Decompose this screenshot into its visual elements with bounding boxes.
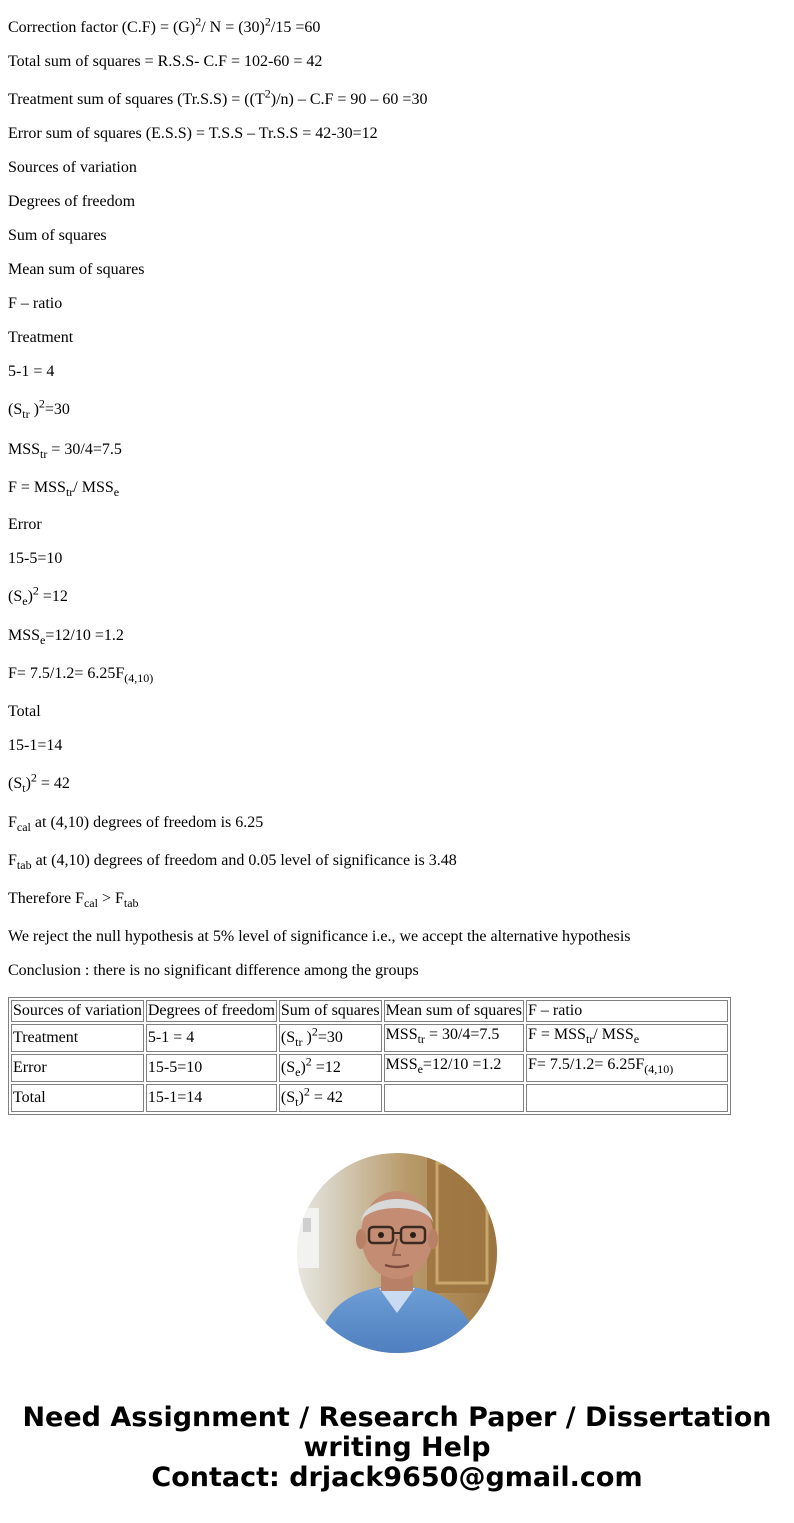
flat-error-df: 15-5=10 — [8, 550, 63, 567]
flat-total-ss: $(S_t)^2 = 42$ — [8, 770, 70, 796]
author-avatar — [297, 1153, 497, 1353]
flat-f-ratio: F – ratio — [8, 295, 63, 312]
cell-total-ss: $(S_t)^2 = 42$ — [279, 1084, 382, 1112]
cell-total-label: Total — [11, 1084, 144, 1112]
cell-error-f: $F= 7.5/1.2= 6.25F_{(4,10)}$ — [526, 1054, 728, 1082]
cell-treatment-f: $F = MSS_{tr}/$ $MSS_e$ — [526, 1024, 728, 1052]
flat-sources-of-variation: Sources of variation — [8, 159, 137, 176]
reject-hypothesis-line: We reject the null hypothesis at 5% level of significance i.e., we accept the alternative hypothesis — [8, 928, 631, 945]
flat-error-f: $F= 7.5/1.2= 6.25F_{(4,10)}$ — [8, 665, 154, 686]
flat-total-df: 15-1=14 — [8, 737, 63, 754]
cell-error-label: Error — [11, 1054, 144, 1082]
promo-contact-line: Contact: drjack9650@gmail.com — [151, 1462, 643, 1493]
table-row — [11, 1054, 728, 1082]
flat-error-mss: $MSS_e=12/10 =1.2$ — [8, 627, 124, 648]
f-calculated-line: $F_{cal}$ at (4,10) degrees of freedom is 6.25 — [8, 814, 264, 835]
flat-mean-sum-of-squares: Mean sum of squares — [8, 261, 145, 278]
flat-degrees-of-freedom: Degrees of freedom — [8, 193, 136, 210]
comparison-line: Therefore $F_{cal} > F_{tab}$ — [8, 890, 139, 911]
cell-treatment-ss: ($S_{tr}$ )$^2$=30 — [279, 1024, 382, 1052]
cell-total-mss — [384, 1084, 524, 1112]
header-f-ratio: F – ratio — [526, 1000, 728, 1022]
flat-treatment-ss: ($S_{tr}$ )$^2$=30 — [8, 396, 70, 422]
total-sum-of-squares-line: Total sum of squares = R.S.S- C.F = 102-60 = 42 — [8, 53, 323, 70]
promo-banner — [0, 1403, 794, 1493]
flat-error-label: Error — [8, 516, 42, 533]
cell-total-df: 15-1=14 — [146, 1084, 277, 1112]
header-sources-of-variation: Sources of variation — [11, 1000, 144, 1022]
cell-treatment-mss: $MSS_{tr} = 30/4=7.5$ — [384, 1024, 524, 1052]
header-mean-sum-of-squares: Mean sum of squares — [384, 1000, 524, 1022]
promo-line-2: writing Help — [303, 1432, 491, 1463]
flat-treatment-df: 5-1 = 4 — [8, 363, 55, 380]
flat-total-label: Total — [8, 703, 41, 720]
flat-treatment-mss: $MSS_{tr} = 30/4=7.5$ — [8, 441, 122, 462]
conclusion-line: Conclusion : there is no significant difference among the groups — [8, 962, 419, 979]
treatment-sum-of-squares-line: Treatment sum of squares $(Tr.S.S) = ((T^2)/n) - C.F = 90 - 60 =30$ — [8, 86, 428, 108]
cell-error-df: 15-5=10 — [146, 1054, 277, 1082]
flat-treatment-f: $F = MSS_{tr}/$ $MSS_e$ — [8, 479, 120, 500]
header-degrees-of-freedom: Degrees of freedom — [146, 1000, 277, 1022]
cell-error-mss: $MSS_e=12/10 =1.2$ — [384, 1054, 524, 1082]
cell-total-f — [526, 1084, 728, 1112]
error-sum-of-squares-line: Error sum of squares (E.S.S) = T.S.S – Tr.S.S = 42-30=12 — [8, 125, 378, 142]
flat-error-ss: $(S_e)^2 =12$ — [8, 583, 68, 609]
cell-treatment-df: 5-1 = 4 — [146, 1024, 277, 1052]
anova-table — [8, 997, 731, 1115]
flat-sum-of-squares: Sum of squares — [8, 227, 107, 244]
f-tabulated-line: $F_{tab}$ at (4,10) degrees of freedom and 0.05 level of significance is 3.48 — [8, 852, 457, 873]
flat-treatment-label: Treatment — [8, 329, 74, 346]
promo-line-1: Need Assignment / Research Paper / Dissertation — [22, 1402, 772, 1433]
table-row — [11, 1024, 728, 1052]
correction-factor-line: Correction factor $(C.F) = (G)^2/$ $N = (30)^2/15 =60$ — [8, 14, 321, 36]
table-header-row — [11, 1000, 728, 1022]
cell-error-ss: $(S_e)^2 =12$ — [279, 1054, 382, 1082]
table-row — [11, 1084, 728, 1112]
avatar-portrait-image — [297, 1153, 497, 1353]
header-sum-of-squares: Sum of squares — [279, 1000, 382, 1022]
cell-treatment-label: Treatment — [11, 1024, 144, 1052]
